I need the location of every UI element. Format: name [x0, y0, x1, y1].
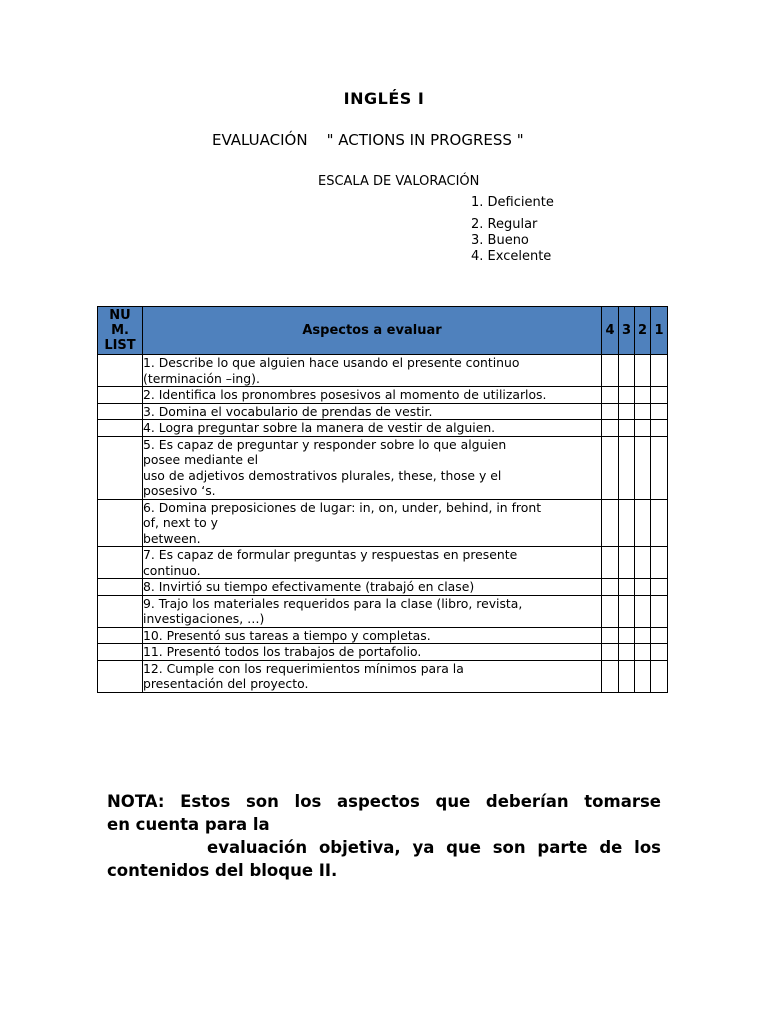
score-cell — [651, 660, 668, 692]
score-cell — [619, 436, 635, 499]
score-cell — [602, 420, 619, 437]
num-cell — [98, 403, 143, 420]
num-cell — [98, 355, 143, 387]
score-cell — [602, 403, 619, 420]
table-row — [98, 660, 668, 692]
scale-item: 4. Excelente — [471, 249, 552, 264]
score-cell — [619, 579, 635, 596]
score-cell — [602, 387, 619, 404]
score-cell — [602, 660, 619, 692]
score-cell — [635, 499, 651, 547]
score-cell — [635, 403, 651, 420]
score-cell — [651, 355, 668, 387]
score-cell — [651, 627, 668, 644]
score-cell — [619, 627, 635, 644]
num-cell — [98, 436, 143, 499]
score-cell — [619, 355, 635, 387]
scale-heading: ESCALA DE VALORACIÓN — [318, 174, 480, 189]
num-cell — [98, 595, 143, 627]
score-cell — [619, 499, 635, 547]
score-cell — [602, 627, 619, 644]
score-cell — [651, 595, 668, 627]
score-cell — [635, 644, 651, 661]
aspect-cell: 7. Es capaz de formular preguntas y respuestas en presente continuo. — [143, 547, 602, 579]
score-cell — [651, 436, 668, 499]
score-cell — [602, 595, 619, 627]
table-row — [98, 644, 668, 661]
header-score-3: 3 — [619, 307, 635, 355]
aspect-cell: 4. Logra preguntar sobre la manera de vestir de alguien. — [143, 420, 602, 437]
aspect-cell: 3. Domina el vocabulario de prendas de vestir. — [143, 403, 602, 420]
num-cell — [98, 387, 143, 404]
scale-item: 3. Bueno — [471, 233, 529, 248]
score-cell — [635, 387, 651, 404]
num-cell — [98, 644, 143, 661]
score-cell — [635, 355, 651, 387]
table-row — [98, 387, 668, 404]
score-cell — [635, 547, 651, 579]
num-cell — [98, 627, 143, 644]
document-subtitle: EVALUACIÓN " ACTIONS IN PROGRESS " — [212, 131, 524, 149]
score-cell — [619, 660, 635, 692]
note-line: contenidos del bloque II. — [107, 861, 338, 880]
score-cell — [651, 403, 668, 420]
note-paragraph — [107, 790, 661, 882]
scale-item: 1. Deficiente — [471, 195, 554, 210]
header-num-line: LIST — [104, 338, 136, 353]
table-row — [98, 579, 668, 596]
score-cell — [602, 499, 619, 547]
score-cell — [602, 547, 619, 579]
aspect-cell: 5. Es capaz de preguntar y responder sobre lo que alguien posee mediante el uso de adjetivos demostrativos plurales, these, those y el posesivo ‘s. — [143, 436, 602, 499]
score-cell — [619, 644, 635, 661]
score-cell — [619, 387, 635, 404]
header-score-2: 2 — [635, 307, 651, 355]
aspect-cell: 1. Describe lo que alguien hace usando el presente continuo (terminación –ing). — [143, 355, 602, 387]
aspect-cell: 2. Identifica los pronombres posesivos al momento de utilizarlos. — [143, 387, 602, 404]
table-row — [98, 627, 668, 644]
score-cell — [635, 595, 651, 627]
score-cell — [602, 355, 619, 387]
score-cell — [651, 644, 668, 661]
header-score-1: 1 — [651, 307, 668, 355]
score-cell — [602, 436, 619, 499]
document-title: INGLÉS I — [343, 89, 425, 108]
scale-item: 2. Regular — [471, 217, 538, 232]
score-cell — [635, 660, 651, 692]
table-row — [98, 436, 668, 499]
aspect-cell: 9. Trajo los materiales requeridos para la clase (libro, revista, investigaciones, …) — [143, 595, 602, 627]
score-cell — [651, 579, 668, 596]
score-cell — [635, 579, 651, 596]
note-line: NOTA: Estos son los aspectos que deberían tomarse — [107, 792, 661, 811]
header-num-line: M. — [111, 323, 129, 338]
table-row — [98, 595, 668, 627]
score-cell — [651, 387, 668, 404]
table-row — [98, 403, 668, 420]
aspect-cell: 12. Cumple con los requerimientos mínimos para la presentación del proyecto. — [143, 660, 602, 692]
score-cell — [635, 436, 651, 499]
table-row — [98, 420, 668, 437]
score-cell — [619, 547, 635, 579]
aspect-cell: 10. Presentó sus tareas a tiempo y completas. — [143, 627, 602, 644]
score-cell — [635, 420, 651, 437]
score-cell — [602, 579, 619, 596]
score-cell — [619, 595, 635, 627]
aspect-cell: 11. Presentó todos los trabajos de portafolio. — [143, 644, 602, 661]
score-cell — [635, 627, 651, 644]
note-line: evaluación objetiva, ya que son parte de los — [207, 838, 661, 857]
num-cell — [98, 660, 143, 692]
header-num-list — [98, 307, 143, 355]
num-cell — [98, 579, 143, 596]
header-score-4: 4 — [602, 307, 619, 355]
note-line: en cuenta para la — [107, 815, 270, 834]
score-cell — [619, 420, 635, 437]
score-cell — [651, 499, 668, 547]
num-cell — [98, 547, 143, 579]
score-cell — [651, 420, 668, 437]
num-cell — [98, 499, 143, 547]
score-cell — [619, 403, 635, 420]
table-row — [98, 547, 668, 579]
score-cell — [651, 547, 668, 579]
evaluation-table — [97, 306, 668, 693]
header-aspects: Aspectos a evaluar — [143, 307, 602, 355]
table-header-row — [98, 307, 668, 355]
table-row — [98, 499, 668, 547]
header-num-line: NU — [109, 308, 131, 323]
score-cell — [602, 644, 619, 661]
aspect-cell: 8. Invirtió su tiempo efectivamente (trabajó en clase) — [143, 579, 602, 596]
aspect-cell: 6. Domina preposiciones de lugar: in, on, under, behind, in front of, next to y between. — [143, 499, 602, 547]
table-row — [98, 355, 668, 387]
num-cell — [98, 420, 143, 437]
